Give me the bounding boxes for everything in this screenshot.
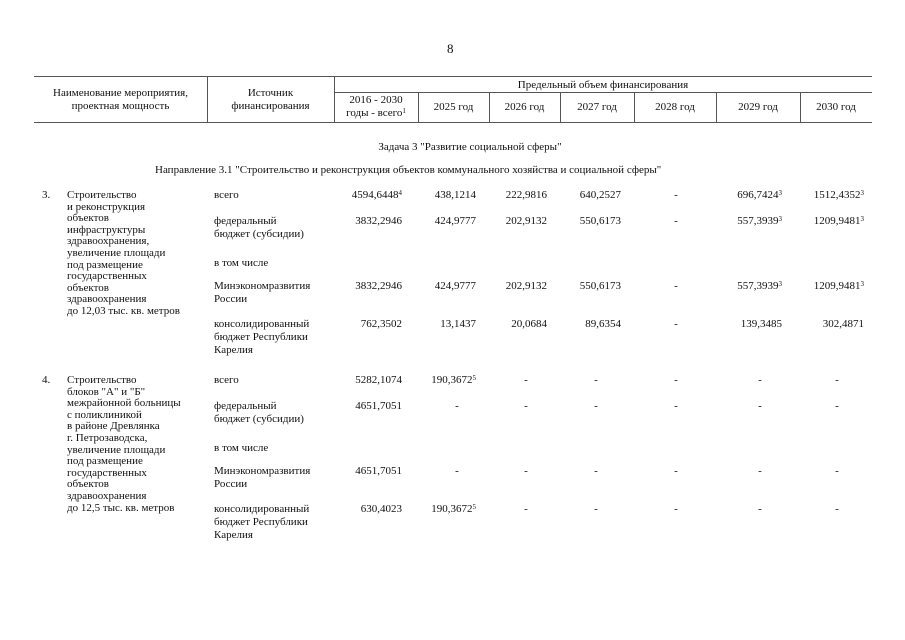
- header-col-total-line1: 2016 - 2030: [349, 94, 403, 106]
- value-cell: -: [594, 400, 598, 412]
- row-name-line: межрайонной больницы: [67, 397, 181, 409]
- header-bottom-rule: [34, 122, 872, 123]
- funding-source-line: консолидированный: [214, 318, 310, 330]
- funding-source-line: России: [214, 293, 248, 305]
- value-cell: 630,4023: [360, 503, 402, 515]
- header-top-rule: [34, 76, 872, 77]
- row-name-line: объектов: [67, 212, 109, 224]
- value-cell: -: [835, 374, 839, 386]
- value-cell: 4651,7051: [355, 465, 402, 477]
- row-name-line: увеличение площади: [67, 247, 166, 259]
- funding-source-line: Карелия: [214, 529, 253, 541]
- funding-source-line: Минэкономразвития: [214, 465, 311, 477]
- funding-source-line: федеральный: [214, 400, 277, 412]
- value-cell: -: [524, 465, 528, 477]
- value-cell: 4651,7051: [355, 400, 402, 412]
- value-cell: -: [758, 503, 762, 515]
- value-cell: 202,9132: [505, 215, 547, 227]
- funding-source-line: бюджет Республики: [214, 331, 308, 343]
- value-cell: 557,3939$^3$: [737, 215, 782, 227]
- value-cell: -: [758, 465, 762, 477]
- row-name-line: здравоохранения: [67, 490, 147, 502]
- funding-source-line: Карелия: [214, 344, 253, 356]
- value-cell: 762,3502: [360, 318, 402, 330]
- row-name-line: г. Петрозаводска,: [67, 432, 148, 444]
- value-cell: -: [674, 189, 678, 201]
- value-cell: 89,6354: [585, 318, 621, 330]
- row-name-line: объектов: [67, 478, 109, 490]
- row-name-line: и реконструкция: [67, 201, 146, 213]
- header-col-name-line2: проектная мощность: [71, 100, 170, 112]
- header-year-2027: 2027 год: [577, 101, 617, 113]
- value-cell: 424,9777: [434, 280, 476, 292]
- task-title: Задача 3 "Развитие социальной сферы": [378, 141, 562, 153]
- value-cell: -: [758, 400, 762, 412]
- value-cell: 13,1437: [440, 318, 476, 330]
- value-cell: -: [835, 465, 839, 477]
- value-cell: 438,1214: [434, 189, 476, 201]
- funding-source-line: в том числе: [214, 257, 269, 269]
- row-name-line: инфраструктуры: [67, 224, 146, 236]
- value-cell: 5282,1074: [355, 374, 402, 386]
- row-name-line: здравоохранения: [67, 293, 147, 305]
- value-cell: 20,0684: [511, 318, 547, 330]
- page-number: 8: [447, 41, 454, 56]
- value-cell: -: [524, 374, 528, 386]
- header-col-total-line2: годы - всего$^1$: [346, 107, 406, 119]
- value-cell: -: [674, 374, 678, 386]
- value-cell: -: [594, 503, 598, 515]
- value-cell: -: [674, 215, 678, 227]
- value-cell: 190,3672$^5$: [431, 503, 476, 515]
- row-name-line: под размещение: [67, 455, 143, 467]
- value-cell: 1512,4352$^3$: [813, 189, 864, 201]
- header-year-2026: 2026 год: [504, 101, 545, 113]
- value-cell: 1209,9481$^3$: [813, 280, 864, 292]
- value-cell: -: [455, 400, 459, 412]
- header-col-source-line1: Источник: [247, 87, 294, 99]
- value-cell: -: [524, 400, 528, 412]
- header-group-rule: [334, 92, 872, 93]
- row-number: 3.: [42, 189, 51, 201]
- value-cell: -: [835, 503, 839, 515]
- header-year-2028: 2028 год: [655, 101, 695, 113]
- value-cell: 557,3939$^3$: [737, 280, 782, 292]
- row-name-line: под размещение: [67, 259, 143, 271]
- value-cell: -: [835, 400, 839, 412]
- value-cell: 1209,9481$^3$: [813, 215, 864, 227]
- value-cell: -: [674, 465, 678, 477]
- row-name-line: до 12,5 тыс. кв. метров: [67, 502, 175, 514]
- row-name-line: объектов: [67, 282, 109, 294]
- value-cell: -: [594, 374, 598, 386]
- row-name-line: Строительство: [67, 189, 137, 201]
- row-name-line: государственных: [67, 467, 147, 479]
- funding-source-line: федеральный: [214, 215, 277, 227]
- row-name-line: блоков "А" и "Б": [67, 386, 146, 398]
- funding-source-line: Минэкономразвития: [214, 280, 311, 292]
- header-year-2030: 2030 год: [816, 101, 856, 113]
- value-cell: 3832,2946: [355, 215, 402, 227]
- row-name-line: в районе Древлянка: [67, 420, 160, 432]
- header-year-2029: 2029 год: [738, 101, 778, 113]
- value-cell: 696,7424$^3$: [737, 189, 782, 201]
- value-cell: 302,4871: [822, 318, 864, 330]
- value-cell: -: [674, 400, 678, 412]
- row-name-line: с поликлиникой: [67, 409, 142, 421]
- value-cell: 550,6173: [579, 215, 621, 227]
- header-col-source-line2: финансирования: [231, 100, 310, 112]
- value-cell: 424,9777: [434, 215, 476, 227]
- row-name-line: государственных: [67, 270, 147, 282]
- value-cell: -: [674, 280, 678, 292]
- value-cell: 222,9816: [505, 189, 547, 201]
- value-cell: 139,3485: [740, 318, 782, 330]
- value-cell: -: [674, 318, 678, 330]
- value-cell: 550,6173: [579, 280, 621, 292]
- row-number: 4.: [42, 374, 51, 386]
- row-name-line: до 12,03 тыс. кв. метров: [67, 305, 180, 317]
- funding-source-line: в том числе: [214, 442, 269, 454]
- value-cell: 190,3672$^5$: [431, 374, 476, 386]
- value-cell: -: [524, 503, 528, 515]
- header-year-2025: 2025 год: [433, 101, 474, 113]
- row-name-line: увеличение площади: [67, 444, 166, 456]
- header-col-name-line1: Наименование мероприятия,: [53, 87, 188, 99]
- value-cell: -: [455, 465, 459, 477]
- funding-source-line: всего: [214, 189, 239, 201]
- value-cell: -: [594, 465, 598, 477]
- direction-title: Направление 3.1 "Строительство и реконструкция объектов коммунального хозяйства и социальной сферы": [155, 164, 662, 176]
- value-cell: 202,9132: [505, 280, 547, 292]
- funding-source-line: бюджет (субсидии): [214, 413, 304, 425]
- funding-source-line: бюджет (субсидии): [214, 228, 304, 240]
- value-cell: 640,2527: [579, 189, 621, 201]
- row-name-line: Строительство: [67, 374, 137, 386]
- value-cell: -: [758, 374, 762, 386]
- value-cell: 4594,6448$^4$: [351, 189, 402, 201]
- funding-source-line: бюджет Республики: [214, 516, 308, 528]
- row-name-line: здравоохранения,: [67, 235, 150, 247]
- value-cell: -: [674, 503, 678, 515]
- header-group-title: Предельный объем финансирования: [517, 79, 689, 91]
- value-cell: 3832,2946: [355, 280, 402, 292]
- funding-source-line: всего: [214, 374, 239, 386]
- funding-source-line: консолидированный: [214, 503, 310, 515]
- funding-source-line: России: [214, 478, 248, 490]
